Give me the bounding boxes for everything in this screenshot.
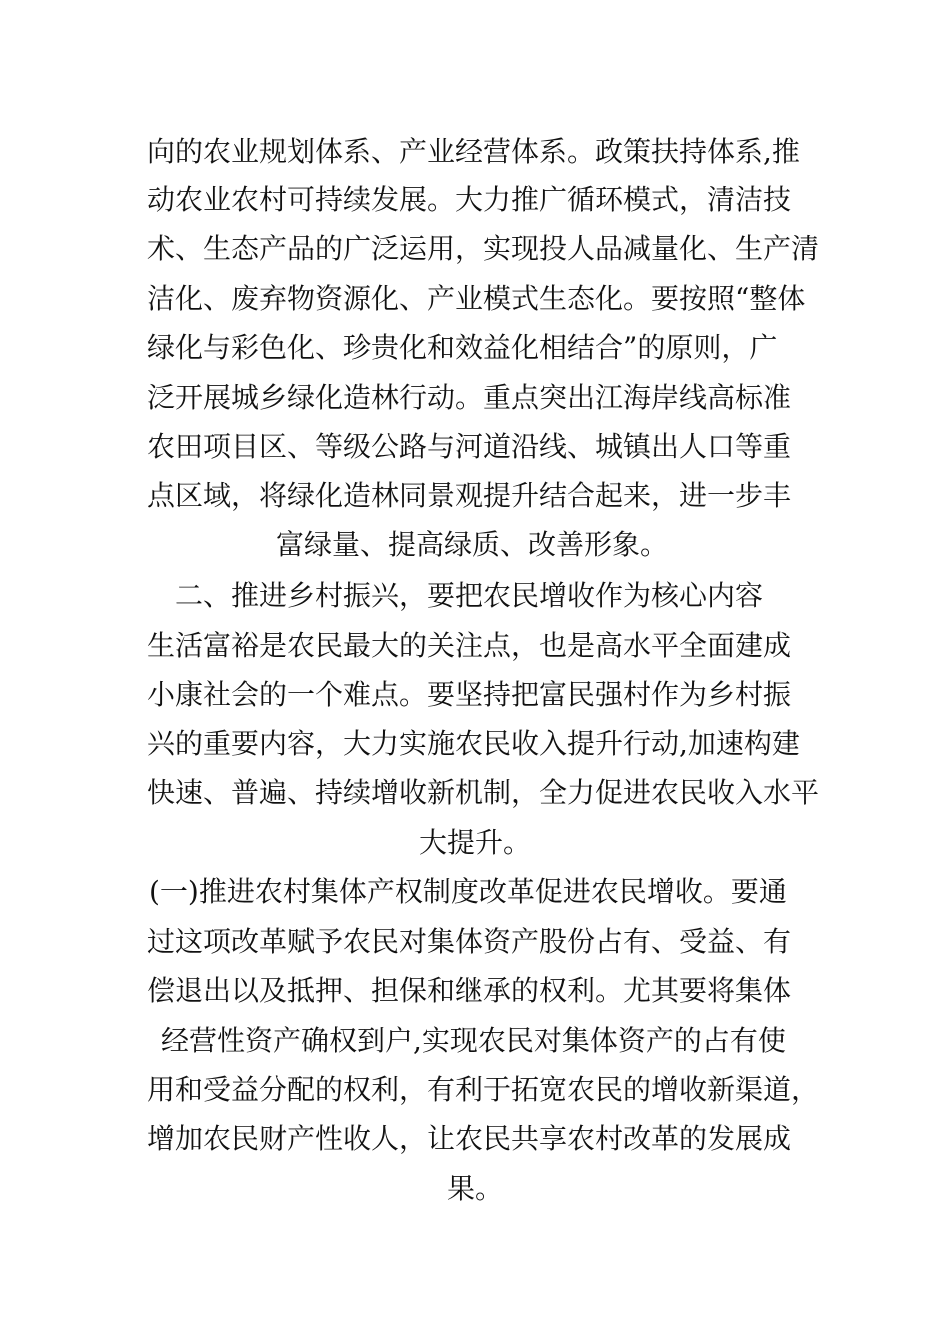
text-line: 增加农民财产性收人，让农民共享农村改革的发展成 — [147, 1122, 792, 1155]
text-line: 术、生态产品的广泛运用，实现投人品减量化、生产清 — [147, 232, 820, 265]
text-line: 过这项改革赋予农民对集体资产股份占有、受益、有 — [147, 925, 792, 958]
text-line: 农田项目区、等级公路与河道沿线、城镇出人口等重 — [147, 430, 792, 463]
text-line: 泛开展城乡绿化造林行动。重点突出江海岸线高标准 — [147, 381, 792, 414]
text-line: 向的农业规划体系、产业经营体系。政策扶持体系,推 — [147, 135, 800, 168]
text-line: 偿退出以及抵押、担保和继承的权利。尤其要将集体 — [147, 974, 792, 1007]
text-line: 生活富裕是农民最大的关注点，也是高水平全面建成 — [147, 629, 792, 662]
section-heading: 二、推进乡村振兴，要把农民增收作为核心内容 — [175, 579, 764, 612]
text-line: 快速、普遍、持续增收新机制，全力促进农民收入水平 — [147, 776, 820, 809]
text-line: 洁化、废弃物资源化、产业模式生态化。要按照“整体 — [147, 282, 806, 315]
text-line: 绿化与彩色化、珍贵化和效益化相结合”的原则，广 — [147, 331, 778, 364]
subsection-line: (一)推进农村集体产权制度改革促进农民增收。要通 — [149, 875, 787, 908]
text-line: 兴的重要内容，大力实施农民收入提升行动,加速构建 — [147, 727, 800, 760]
text-line: 大提升。 — [419, 826, 532, 859]
text-line: 小康社会的一个难点。要坚持把富民强村作为乡村振 — [147, 678, 792, 711]
text-line: 用和受益分配的权利，有利于拓宽农民的增收新渠道， — [147, 1073, 820, 1106]
text-line: 富绿量、提高绿质、改善形象。 — [276, 528, 669, 561]
text-line: 动农业农村可持续发展。大力推广循环模式，清洁技 — [147, 183, 792, 216]
text-line: 点区域，将绿化造林同景观提升结合起来，进一步丰 — [147, 479, 792, 512]
text-line: 经营性资产确权到户,实现农民对集体资产的占有使 — [161, 1024, 786, 1057]
text-line: 果。 — [447, 1172, 504, 1205]
